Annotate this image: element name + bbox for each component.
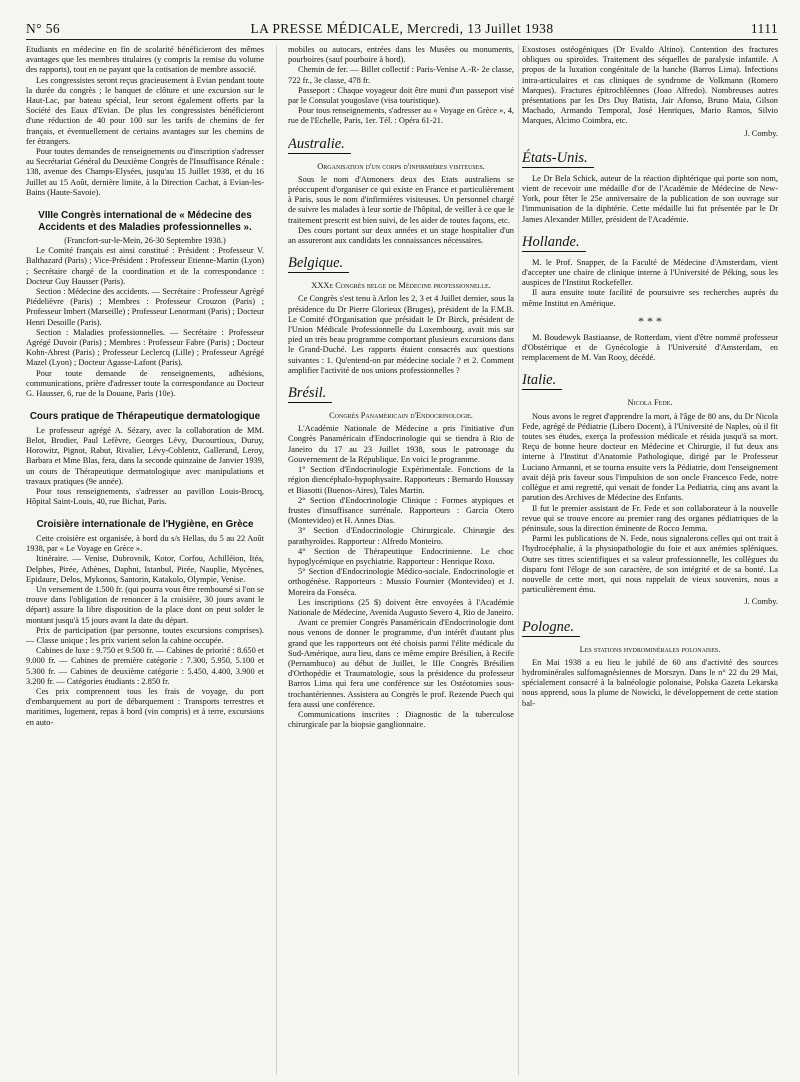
paragraph: Pour tous renseignements, s'adresser au « Voyage en Grèce », 4, rue de l'Echelle, Paris, 1er. Tél. : Opéra 61-21. [288, 106, 514, 126]
paragraph: Parmi les publications de N. Fede, nous signalerons celles qui ont trait à l'hydrocéphalie, à la physiopathologie du foie et aux anémies spléniques. Outre ses titres scientifiques et sa valeur professionnelle, les collègues du disparu font l'éloge de son caractère, de son intégrité et de sa bonté. La nouvelle de cette mort, qui nous rappelait de vieux souvenirs, nous a particulièrement ému. [522, 534, 778, 595]
paragraph: Cabines de luxe : 9.750 et 9.500 fr. — Cabines de priorité : 8.650 et 9.000 fr. — Cabines de première catégorie : 7.300, 5.950, 5.100 et 5.300 fr. — Cabines de deuxième catégorie : 5.450, 4.400, 3.900 et 3.200 fr. — Catégories étudiants : 2.850 fr. [26, 646, 264, 686]
paragraph: Chemin de fer. — Billet collectif : Paris-Venise A.-R- 2e classe, 722 fr., 3e classe, 478 fr. [288, 65, 514, 85]
column-3 [522, 45, 778, 1075]
paragraph: Nous avons le regret d'apprendre la mort, à l'âge de 80 ans, du Dr Nicola Fede, agrégé de Pédiatrie (Libero Docent), à l'Université de Naples, où il fit toutes ses études, exerça la profession médicale et résida jusqu'à sa mort. Reçu de bonne heure docteur en Médecine et Chirurgie, il fut deux ans interne à l'Institut d'Anatomie Pathologique, dirigé par le Professeur Luciano Armanni, et se tourna ensuite vers la Pédiatrie, dont l'enseignement avait déjà pris faveur sous l'impulsion de son oncle Francesco Fede, notre collègue et ami regretté, qui venait de fonder La Pediatria, cinq ans avant la parution des Archives de Médecine des Enfants. [522, 411, 778, 503]
subheading: XXXe Congrès belge de Médecine professionnelle. [311, 281, 491, 291]
section-heading-etats-unis: États-Unis. [522, 151, 594, 168]
column-divider [518, 45, 519, 1075]
section-heading-pologne: Pologne. [522, 620, 580, 637]
section-heading-australie: Australie. [288, 137, 351, 154]
paragraph: Il fut le premier assistant de Fr. Fede et son collaborateur à la nouvelle revue qui se trouve encore au premier rang des organes pédiatriques de la péninsule, sous la direction éminente de Rocco Jemma. [522, 503, 778, 533]
paragraph: Sous le nom d'Atmoners deux des Etats australiens se préoccupent d'organiser ce qui existe en France et particulièrement à Paris, sous le nom d'infirmières visiteuses. Un personnel chargé de suivre les malades à leur sortie de l'hôpital, de veiller à ce que le traitement prescrit est bien suivi, de les aider de toutes façons, etc. [288, 174, 514, 225]
paragraph: Section : Maladies professionnelles. — Secrétaire : Professeur Agrégé Duvoir (Paris) ; Membres : Professeur Fabre (Paris) ; Docteur Kohn-Abrest (Paris) ; Professeur Leclercq (Lille) ; Professeur Agrégé Mazel (Lyon) ; Docteur Agasse-Lafont (Paris). [26, 327, 264, 368]
paragraph: Cette croisière est organisée, à bord du s/s Hellas, du 5 au 22 Août 1938, par « Le Voyage en Grèce ». [26, 533, 264, 554]
signature: J. Comby. [744, 597, 778, 607]
paragraph: En Mai 1938 a eu lieu le jubilé de 60 ans d'activité des sources hydrominérales sulfomagnésiennes de Morszyn. Dans le n° 22 du 29 Mai, spécialement consacré à la balnéologie polonaise, Polska Gazeta Lekarska nous apprend, sous la plume de Nowicki, le développement de cette station bal- [522, 657, 778, 708]
section-heading-belgique: Belgique. [288, 256, 349, 273]
paragraph: Les inscriptions (25 $) doivent être envoyées à l'Académie Nationale de Médecine, Avenida Augusto Severo 4, Rio de Janeiro. [288, 597, 514, 617]
paragraph: Avant ce premier Congrès Panaméricain d'Endocrinologie dont nous venons de donner le programme, d'un intérêt d'autant plus grand que les rapporteurs ont été choisis parmi l'élite médicale du Sud-Amérique, aura lieu, dans ce même empire Brésilien, à Recife (Pernambuco) au début de Juillet, le IIIe Congrès Brésilien d'Orthopédie et Traumatologie, sous la présidence du professeur Barros Lima qui fera une conférence sur les Ostéotomies sous-trochantériennes. Assistera au Congrès le prof. Rezende Puech qui fera aussi une conférence. [288, 618, 514, 709]
page-number: 1111 [750, 21, 778, 36]
paragraph: Communications inscrites : Diagnostic de la tuberculose chirurgicale par la biopsie ganglionnaire. [288, 709, 514, 730]
paragraph: Itinéraire. — Venise, Dubrovnik, Kotor, Corfou, Achilléion, Itéa, Delphes, Pirée, Athènes, Daphni, Istanbul, Pirée, Nauplie, Mycènes, Epidaure, Delos, Mykonos, Santorin, Katakolo, Olympie, Venise. [26, 554, 264, 584]
paragraph: Le Comité français est ainsi constitué : Président : Professeur V. Balthazard (Paris) ; Vice-Président : Professeur Etienne-Martin (Lyon) ; Secrétaire chargé de la coordination et de la correspondance : Docteur Guy Hausser (Paris). [26, 246, 264, 286]
paragraph: Un versement de 1.500 fr. (qui pourra vous être remboursé si l'on se trouve dans l'obligation de renoncer à la croisière, 30 jours avant le départ) assure la libre disposition de la place dont on peut solder le montant jusqu'à 15 jours avant la date du départ. [26, 584, 264, 625]
section-heading-italie: Italie. [522, 373, 562, 390]
journal-title: LA PRESSE MÉDICALE, Mercredi, 13 Juillet 1938 [250, 21, 554, 36]
column-2 [288, 45, 514, 1075]
subheading: Congrès Panaméricain d'Endocrinologie. [329, 411, 473, 421]
paragraph: 1° Section d'Endocrinologie Expérimentale. Fonctions de la région diencéphalo-hypophysaire. Rapporteurs : Bernardo Houssay et Biasotti (Buenos-Aires), Tales Martin. [288, 465, 514, 495]
subheading: Organisation d'un corps d'infirmières visiteuses. [317, 161, 485, 171]
paragraph: Pour toute demande de renseignements, adhésions, communications, prière d'adresser toute la correspondance au Docteur G. Hausser, 6, rue de la Douane, Paris (10e). [26, 368, 264, 399]
paragraph: mobiles ou autocars, entrées dans les Musées ou monuments, pourboires (sauf pourboire à bord). [288, 45, 514, 65]
column-1 [26, 45, 264, 1075]
section-heading-bresil: Brésil. [288, 386, 332, 403]
paragraph: Pour tous renseignements, s'adresser au pavillon Louis-Brocq, Hôpital Saint-Louis, 40, rue Bichat, Paris. [26, 487, 264, 507]
heading-congres-accidents: VIIIe Congrès international de « Médecine des Accidents et des Maladies professionnelles ». [38, 210, 252, 233]
paragraph: Il aura ensuite toute facilité de poursuivre ses recherches auprès du même Institut en Amérique. [522, 288, 778, 308]
page-header [26, 21, 778, 40]
signature: J. Comby. [744, 128, 778, 138]
paragraph: Les congressistes seront reçus gracieusement à Evian pendant toute la durée du congrès ; le banquet de clôture et une excursion sur le Haut-Lac, par bateau spécial, leur seront également offerts par la Société des Eaux d'Evian. De plus les congressistes bénéficieront d'une réduction de 40 pour 100 sur les tarifs de chemins de fer français, et éventuellement de certains avantages sur les chemins de fer étrangers. [26, 75, 264, 146]
heading-croisiere: Croisière internationale de l'Hygiène, en Grèce [36, 519, 254, 531]
paragraph: Ce Congrès s'est tenu à Arlon les 2, 3 et 4 Juillet dernier, sous la présidence du Dr Pierre Glorieux (Bruges), président de la F.M.B. Le Comité d'Organisation que présidait le Dr Birck, président de l'Union Médicale Professionnelle du Luxembourg, avait mis sur pied un très beau programme comportant plusieurs excursions dans le Grand-Duché. Les rapports étaient consacrés aux questions suivantes : 1. Qu'entend-on par médecine sociale ? et 2. Comment amplifier l'activité de nos unions professionnelles ? [288, 294, 514, 375]
paragraph: Ces prix comprennent tous les frais de voyage, du port d'embarquement au port de débarquement : Transports terrestres et maritimes, logement, repas à bord (vin compris) et à terre, excursions en auto- [26, 686, 264, 727]
paragraph: Pour toutes demandes de renseignements ou d'inscription s'adresser au Secrétariat Général du Deuxième Congrès de l'Insuffisance Rénale : 138, avenue des Champs-Elysées, jusqu'au 15 Juillet 1938, et du 16 Juillet au 15 Août, dernière limite, à la Direction Cachat, à Evian-les-Bains (Haute-Savoie). [26, 147, 264, 197]
section-heading-hollande: Hollande. [522, 235, 586, 252]
paragraph: Le Dr Bela Schick, auteur de la réaction diphtérique qui porte son nom, vient de recevoir une médaille d'or de l'Académie de Médecine de New-York, pour fêter le 25e anniversaire de la publication de son ouvrage sur l'immunisation de la diphtérie. Cette médaille lui fut présentée par le Dr James Alexander Miller, président de l'Académie. [522, 173, 778, 224]
column-divider [276, 45, 277, 1075]
paragraph: Des cours portant sur deux années et un stage hospitalier d'un an assureront aux candidats les connaissances nécessaires. [288, 225, 514, 246]
paragraph: 4° Section de Thérapeutique Endocrinienne. Le choc hypoglycémique en psychiatrie. Rapporteur : Henrique Roxo. [288, 546, 514, 566]
paragraph: Passeport : Chaque voyageur doit être muni d'un passeport visé par le Consulat yougoslave (visa touristique). [288, 85, 514, 106]
paragraph: M. le Prof. Snapper, de la Faculté de Médecine d'Amsterdam, vient d'accepter une chaire de clinique interne à l'Université de Péking, sous les auspices de l'Institut Rockefeller. [522, 257, 778, 288]
congres-dates: (Francfort-sur-le-Mein, 26-30 Septembre 1938.) [64, 236, 226, 246]
separator-stars: * * * [638, 313, 662, 328]
paragraph: Prix de participation (par personne, toutes excursions comprises). — Classe unique ; les prix varient selon la cabine occupée. [26, 625, 264, 645]
issue-number: N° 56 [26, 21, 61, 36]
paragraph: 3° Section d'Endocrinologie Chirurgicale. Chirurgie des parathyroïdes. Rapporteur : Alfredo Monteiro. [288, 526, 514, 546]
paragraph: Section : Médecine des accidents. — Secrétaire : Professeur Agrégé Piédelièvre (Paris) ; Membres : Professeur Crouzon (Paris) ; Professeur Imbert (Marseille) ; Professeur Lenormant (Paris) ; Docteur Henri Desoille (Paris). [26, 287, 264, 327]
paragraph: Exostoses ostéogéniques (Dr Evaldo Altino). Contention des fractures obliques ou spiroïdes. Traitement des séquelles de paralysie infantile. A propos de la luxation congénitale de la hanche (Barros Lima). Infections intra-articulaires et cas cliniques de syndrome de Volkmann (Romero Marques). Fractures épitrochléennes (Joao Alfredo). Nombreuses autres présentations par les Drs Duy Batista, Jair Afonso, Bruno Maia, Gilson Machado, Armando Temporal, José Henriques, Mario Ramos, Silvio Marques, Alcimo Coimbra, etc. [522, 45, 778, 126]
paragraph: Etudiants en médecine en fin de scolarité bénéficieront des mêmes avantages que les membres titulaires (y compris la remise du volume des rapports), tout en ne payant que la cotisation de membre associé. [26, 45, 264, 75]
paragraph: M. Boudewyk Bastiaanse, de Rotterdam, vient d'être nommé professeur d'Obstétrique et de Gynécologie à l'Université d'Amsterdam, en remplacement de M. Van Rooy, décédé. [522, 332, 778, 363]
heading-cours-dermatologie: Cours pratique de Thérapeutique dermatologique [29, 411, 261, 423]
paragraph: 5° Section d'Endocrinologie Médico-sociale. Endocrinologie et orthogénèse. Rapporteurs : Mussio Fournier (Montevideo) et J. Moreira da Fonséca. [288, 567, 514, 597]
paragraph: L'Académie Nationale de Médecine a pris l'initiative d'un Congrès Panaméricain d'Endocrinologie qui se tiendra à Rio de Janeiro du 17 au 23 Juillet 1938, sous le patronage du Gouvernement de la République. En voici le programme. [288, 424, 514, 464]
subheading: Les stations hydrominérales polonaises. [579, 644, 721, 654]
paragraph: 2° Section d'Endocrinologie Clinique : Formes atypiques et frustes d'insuffisance surrénale. Rapporteurs : Garcia Otero (Montevideo) et H. Annes Dias. [288, 495, 514, 526]
paragraph: Le professeur agrégé A. Sézary, avec la collaboration de MM. Belot, Brodier, Paul Lefèvre, Georges Lévy, Ducourtioux, Duruy, Horowitz, Pignot, Rabut, Rivalier, Lévy-Coblentz, Gallerand, Leroy, Barbara et Mme Blas, fera, dans la seconde quinzaine de Janvier 1939, un cours de Thérapeutique dermatologique avec manipulations et travaux pratiques (9e année). [26, 425, 264, 486]
subheading: Nicola Fede. [627, 398, 673, 408]
